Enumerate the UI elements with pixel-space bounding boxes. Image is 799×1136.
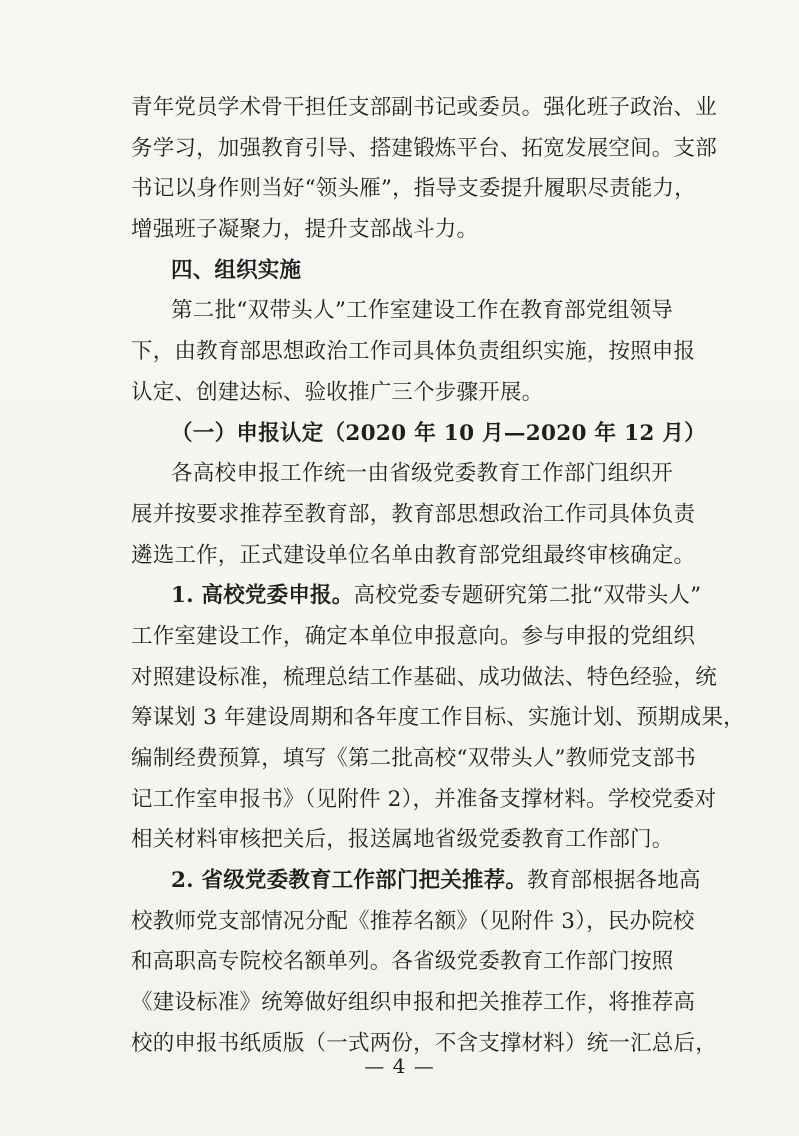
body-line <box>131 861 701 902</box>
body-line: 书记以身作则当好“领头雁”，指导支委提升履职尽责能力， <box>131 176 696 202</box>
body-line: 青年党员学术骨干担任支部副书记或委员。强化班子政治、业 <box>131 95 717 120</box>
section-heading: 四、组织实施 <box>171 257 302 283</box>
item-text: 高校党委专题研究第二批“双带头人” <box>353 583 702 609</box>
body-line: 相关材料审核把关后，报送属地省级党委教育工作部门。 <box>131 827 674 853</box>
body-line: 记工作室申报书》（见附件 2），并准备支撑材料。学校党委对 <box>131 786 717 812</box>
body-line: 编制经费预算，填写《第二批高校“双带头人”教师党支部书 <box>131 746 696 771</box>
page-number: — 4 — <box>364 1054 435 1078</box>
body-line: 校教师党支部情况分配《推荐名额》（见附件 3），民办院校 <box>131 908 695 934</box>
body-line: 第二批“双带头人”工作室建设工作在教育部党组领导 <box>171 298 673 324</box>
body-line <box>131 576 702 617</box>
body-line: 展并按要求推荐至教育部，教育部思想政治工作司具体负责 <box>131 501 696 527</box>
item-title: 2. 省级党委教育工作部门把关推荐。 <box>171 868 528 894</box>
item-title: 1. 高校党委申报。 <box>171 583 354 609</box>
body-line: 遴选工作，正式建设单位名单由教育部党组最终审核确定。 <box>131 542 696 568</box>
subsection-heading: （一）申报认定（2020 年 10 月—2020 年 12 月） <box>171 420 707 446</box>
body-line: 和高职高专院校名额单列。各省级党委教育工作部门按照 <box>131 949 674 975</box>
body-line: 增强班子凝聚力，提升支部战斗力。 <box>131 217 479 243</box>
body-line: 下，由教育部思想政治工作司具体负责组织实施，按照申报 <box>131 339 696 365</box>
item-text: 教育部根据各地高 <box>527 868 701 894</box>
document-body <box>131 88 745 1065</box>
body-line: 《建设标准》统筹做好组织申报和把关推荐工作，将推荐高 <box>131 990 696 1016</box>
body-line: 务学习，加强教育引导、搭建锻炼平台、拓宽发展空间。支部 <box>131 135 717 161</box>
body-line: 认定、创建达标、验收推广三个步骤开展。 <box>131 379 544 405</box>
body-line: 筹谋划 3 年建设周期和各年度工作目标、实施计划、预期成果， <box>131 705 745 731</box>
body-line: 校的申报书纸质版（一式两份，不含支撑材料）统一汇总后， <box>131 1030 717 1056</box>
body-line: 工作室建设工作，确定本单位申报意向。参与申报的党组织 <box>131 623 696 649</box>
body-line: 对照建设标准，梳理总结工作基础、成功做法、特色经验，统 <box>131 664 717 690</box>
body-line: 各高校申报工作统一由省级党委教育工作部门组织开 <box>171 461 673 487</box>
